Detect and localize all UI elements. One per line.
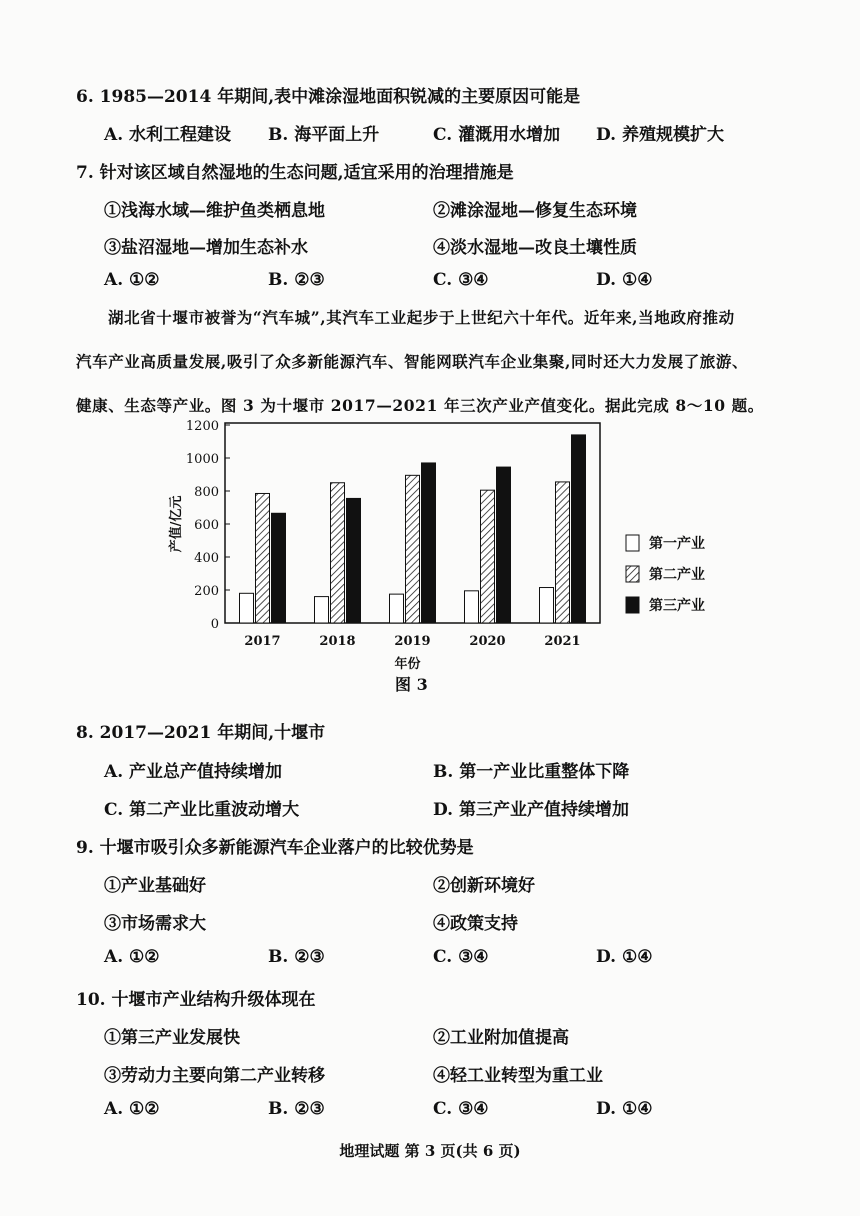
- q7-item-1: ①浅海水域—维护鱼类栖息地: [104, 201, 325, 221]
- bar-第二产业-2017: [256, 493, 270, 623]
- x-tick-label: 2020: [469, 634, 506, 649]
- x-tick-label: 2018: [319, 634, 356, 649]
- bar-第二产业-2020: [481, 490, 495, 623]
- q10-item-1: ①第三产业发展快: [104, 1028, 240, 1048]
- legend-swatch-第一产业: [626, 535, 639, 551]
- q7-option-c: C. ③④: [433, 270, 489, 290]
- q8-option-b: B. 第一产业比重整体下降: [433, 762, 630, 782]
- q9-item-1: ①产业基础好: [104, 876, 206, 896]
- bar-第一产业-2017: [240, 593, 254, 623]
- legend-label-第三产业: 第三产业: [649, 598, 705, 614]
- q9-option-a: A. ①②: [104, 947, 160, 967]
- y-tick-label: 600: [194, 518, 219, 533]
- q9-item-4: ④政策支持: [433, 914, 518, 934]
- q10-item-3: ③劳动力主要向第二产业转移: [104, 1066, 325, 1086]
- q6-option-b: B. 海平面上升: [268, 125, 380, 145]
- x-tick-label: 2017: [244, 634, 281, 649]
- question-10-stem: 10. 十堰市产业结构升级体现在: [76, 990, 316, 1010]
- bar-第一产业-2018: [315, 597, 329, 623]
- y-tick-label: 200: [194, 584, 219, 599]
- industry-output-bar-chart: [150, 410, 730, 670]
- q7-option-a: A. ①②: [104, 270, 160, 290]
- y-tick-label: 0: [210, 617, 219, 632]
- y-tick-label: 800: [194, 485, 219, 500]
- figure-caption: 图 3: [395, 675, 428, 694]
- q9-option-d: D. ①④: [596, 947, 653, 967]
- q10-option-a: A. ①②: [104, 1099, 160, 1119]
- bar-第三产业-2020: [497, 467, 511, 623]
- q8-option-d: D. 第三产业产值持续增加: [433, 800, 629, 820]
- y-tick-label: 400: [194, 551, 219, 566]
- bar-第一产业-2019: [390, 594, 404, 623]
- q10-option-d: D. ①④: [596, 1099, 653, 1119]
- q7-item-4: ④淡水湿地—改良土壤性质: [433, 238, 637, 258]
- passage-line-1: 湖北省十堰市被誉为“汽车城”,其汽车工业起步于上世纪六十年代。近年来,当地政府推动: [108, 308, 735, 327]
- bar-第三产业-2021: [572, 435, 586, 623]
- q8-option-a: A. 产业总产值持续增加: [104, 762, 283, 782]
- bar-第三产业-2018: [347, 498, 361, 623]
- question-6-stem: 6. 1985—2014 年期间,表中滩涂湿地面积锐减的主要原因可能是: [76, 87, 581, 107]
- q10-item-2: ②工业附加值提高: [433, 1028, 569, 1048]
- q6-option-d: D. 养殖规模扩大: [596, 125, 724, 145]
- q6-option-c: C. 灌溉用水增加: [433, 125, 561, 145]
- bar-第一产业-2020: [465, 591, 479, 623]
- passage-line-2: 汽车产业高质量发展,吸引了众多新能源汽车、智能网联汽车企业集聚,同时还大力发展了旅游、: [76, 352, 749, 371]
- q9-option-c: C. ③④: [433, 947, 489, 967]
- q7-item-2: ②滩涂湿地—修复生态环境: [433, 201, 637, 221]
- q7-item-3: ③盐沼湿地—增加生态补水: [104, 238, 308, 258]
- question-8-stem: 8. 2017—2021 年期间,十堰市: [76, 723, 326, 743]
- q9-item-2: ②创新环境好: [433, 876, 535, 896]
- bar-第二产业-2018: [331, 483, 345, 623]
- legend-swatch-第三产业: [626, 597, 639, 613]
- q9-option-b: B. ②③: [268, 947, 325, 967]
- x-axis-label: 年份: [394, 657, 421, 670]
- bar-第二产业-2019: [406, 475, 420, 623]
- legend-swatch-第二产业: [626, 566, 639, 582]
- question-7-stem: 7. 针对该区域自然湿地的生态问题,适宜采用的治理措施是: [76, 163, 514, 183]
- page-footer: 地理试题 第 3 页(共 6 页): [339, 1142, 521, 1160]
- bar-第一产业-2021: [540, 588, 554, 623]
- reading-passage: [76, 296, 796, 428]
- question-9-stem: 9. 十堰市吸引众多新能源汽车企业落户的比较优势是: [76, 838, 474, 858]
- q10-option-b: B. ②③: [268, 1099, 325, 1119]
- q7-option-d: D. ①④: [596, 270, 653, 290]
- q8-option-c: C. 第二产业比重波动增大: [104, 800, 300, 820]
- q10-item-4: ④轻工业转型为重工业: [433, 1066, 603, 1086]
- bar-第二产业-2021: [556, 482, 570, 623]
- legend-label-第一产业: 第一产业: [649, 536, 705, 552]
- y-tick-label: 1200: [185, 419, 219, 434]
- passage-line-3: 健康、生态等产业。图 3 为十堰市 2017—2021 年三次产业产值变化。据此完成 8～10 题。: [76, 396, 764, 415]
- bar-第三产业-2019: [422, 463, 436, 623]
- x-tick-label: 2019: [394, 634, 431, 649]
- q9-item-3: ③市场需求大: [104, 914, 206, 934]
- q7-option-b: B. ②③: [268, 270, 325, 290]
- q6-option-a: A. 水利工程建设: [104, 125, 232, 145]
- bar-第三产业-2017: [272, 513, 286, 623]
- q10-option-c: C. ③④: [433, 1099, 489, 1119]
- x-tick-label: 2021: [544, 634, 581, 649]
- y-axis-label: 产值/亿元: [169, 495, 184, 553]
- y-tick-label: 1000: [185, 452, 219, 467]
- legend-label-第二产业: 第二产业: [649, 567, 705, 583]
